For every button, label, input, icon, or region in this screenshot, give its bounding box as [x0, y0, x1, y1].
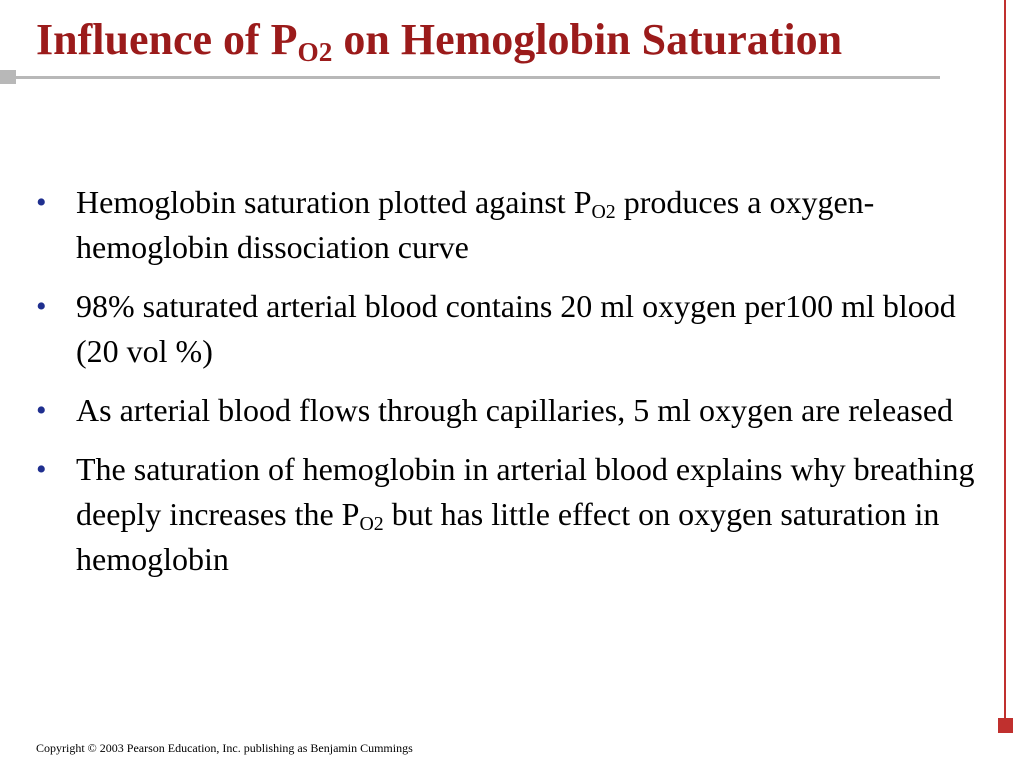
bullet-dot-icon: •	[36, 453, 47, 486]
bullet-text	[76, 184, 874, 265]
right-accent-line	[1004, 0, 1006, 720]
title-text-start: Influence of P	[36, 15, 298, 64]
bullet-text-start: Hemoglobin saturation plotted against P	[76, 184, 592, 220]
bullet-item	[36, 388, 976, 433]
bullet-list	[36, 180, 976, 596]
bullet-item	[36, 284, 976, 374]
bullet-dot-icon: •	[36, 394, 47, 427]
title-text-end: on Hemoglobin Saturation	[332, 15, 843, 64]
bullet-item	[36, 447, 976, 582]
bullet-text-end: produces a oxygen-hemoglobin dissociation curve	[76, 184, 875, 265]
bullet-dot-icon: •	[36, 290, 47, 323]
title-subscript: O2	[297, 36, 333, 67]
bullet-text-start: As arterial blood flows through capillaries, 5 ml oxygen are released	[76, 392, 954, 428]
slide-title	[36, 10, 842, 70]
bullet-text	[76, 288, 956, 369]
bullet-subscript: O2	[591, 200, 616, 223]
bullet-dot-icon: •	[36, 186, 47, 219]
bullet-subscript: O2	[359, 512, 384, 535]
bullet-text-start: 98% saturated arterial blood contains 20 ml oxygen per100 ml blood (20 vol %)	[76, 288, 956, 369]
bullet-text	[76, 392, 953, 428]
bullet-text-start: The saturation of hemoglobin in arterial blood explains why breathing deeply increases the P	[76, 451, 975, 532]
title-divider-line	[0, 76, 940, 79]
copyright-footer: Copyright © 2003 Pearson Education, Inc. publishing as Benjamin Cummings	[36, 741, 413, 755]
bullet-text-end: but has little effect on oxygen saturation in hemoglobin	[76, 496, 940, 577]
bullet-item	[36, 180, 976, 270]
corner-red-square	[998, 718, 1013, 733]
bullet-text	[76, 451, 974, 577]
